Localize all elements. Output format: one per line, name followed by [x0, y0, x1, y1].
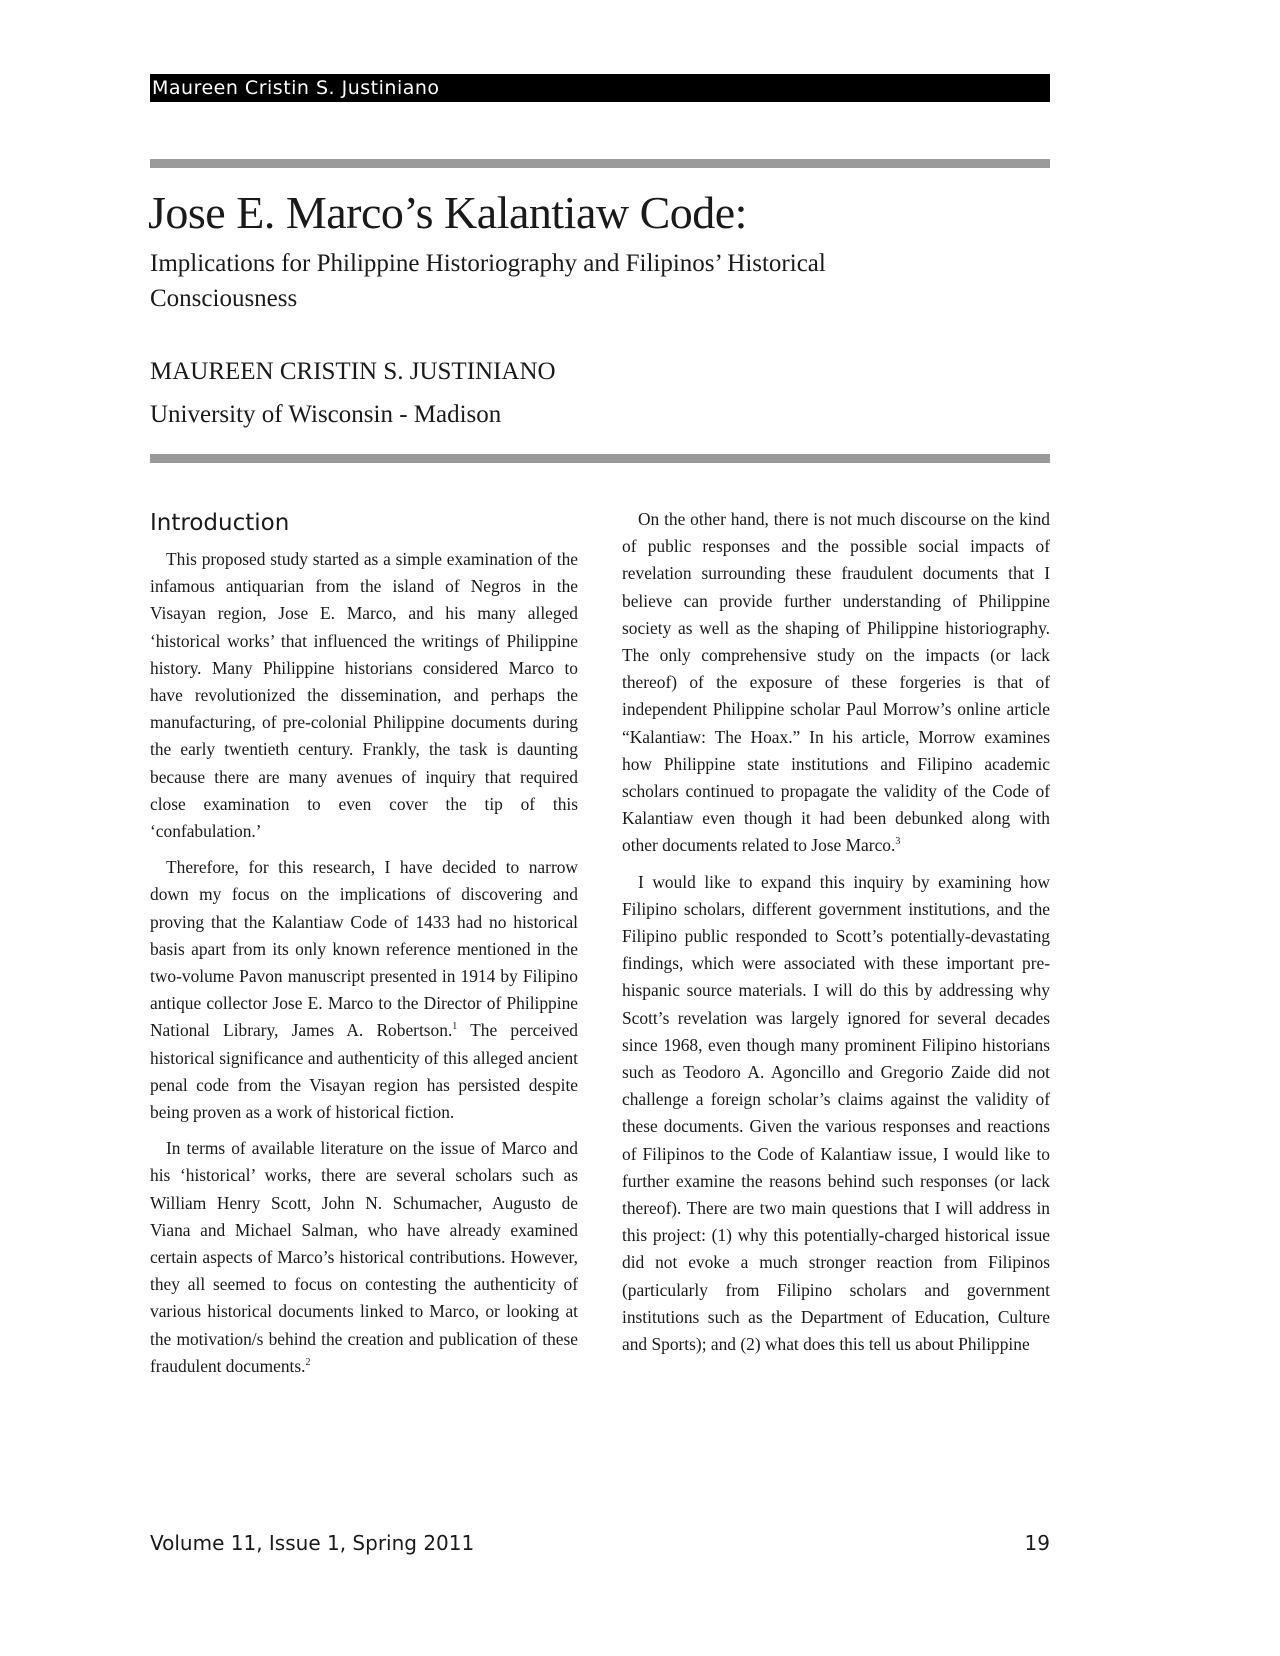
paragraph-text: Therefore, for this research, I have decided to narrow down my focus on the implications of discovering and proving that the Kalantiaw Code of 1433 had no historical basis apart from its only known reference mentioned in the two-volume Pavon manuscript presented in 1914 by Filipino antique collector Jose E. Marco to the Director of Philippine National Library, James A. Robertson. [150, 857, 578, 1041]
paragraph [150, 1135, 578, 1380]
running-head: Maureen Cristin S. Justiniano [150, 74, 1050, 102]
right-column [622, 506, 1050, 1367]
paragraph: This proposed study started as a simple examination of the infamous antiquarian from the island of Negros in the Visayan region, Jose E. Marco, and his many alleged ‘historical works’ that influenced the writings of Philippine history. Many Philippine historians considered Marco to have revolutionized the dissemination, and perhaps the manufacturing, of pre-colonial Philippine documents during the early twentieth century. Frankly, the task is daunting because there are many avenues of inquiry that required close examination to even cover the tip of this ‘confabulation.’ [150, 549, 578, 842]
footnote-marker: 1 [452, 1021, 458, 1033]
paragraph-text: The perceived historical significance and authenticity of this alleged ancient penal code from the Visayan region has persisted despite being proven as a work of historical fiction. [150, 1020, 578, 1123]
paragraph [150, 854, 578, 1126]
author-name: MAUREEN CRISTIN S. JUSTINIANO [150, 358, 556, 385]
left-column [150, 508, 578, 1389]
bottom-rule [150, 454, 1050, 463]
paragraph: I would like to expand this inquiry by examining how Filipino scholars, different government institutions, and the Filipino public responded to Scott’s potentially-devastating findings, which were associated with these important pre-hispanic source materials. I will do this by addressing why Scott’s revelation was largely ignored for several decades since 1968, even though many prominent Filipino historians such as Teodoro A. Agoncillo and Gregorio Zaide did not challenge a foreign scholar’s claims against the validity of these documents. Given the various responses and reactions of Filipinos to the Code of Kalantiaw issue, I would like to further examine the reasons behind such responses (or lack thereof). There are two main questions that I will address in this project: (1) why this potentially-charged historical issue did not evoke a much stronger reaction from Filipinos (particularly from Filipino scholars and government institutions such as the Department of Education, Culture and Sports); and (2) what does this tell us about Philippine [622, 871, 1050, 1355]
author-affiliation: University of Wisconsin - Madison [150, 401, 502, 428]
top-rule [150, 159, 1050, 168]
paragraph-text: In terms of available literature on the issue of Marco and his ‘historical’ works, there are several scholars such as William Henry Scott, John N. Schumacher, Augusto de Viana and Michael Salman, who have already examined certain aspects of Marco’s historical contributions. However, they all seemed to focus on contesting the authenticity of various historical documents linked to Marco, or looking at the motivation/s behind the creation and publication of these fraudulent documents. [150, 1138, 578, 1376]
paragraph [622, 506, 1050, 860]
article-subtitle: Implications for Philippine Historiography and Filipinos’ Historical Consciousness [150, 250, 826, 312]
section-heading-introduction: Introduction [150, 510, 290, 536]
footnote-marker: 2 [305, 1357, 311, 1369]
paragraph-text: On the other hand, there is not much discourse on the kind of public responses and the possible social impacts of revelation surrounding these fraudulent documents that I believe can provide further understanding of Philippine society as well as the shaping of Philippine historiography. The only comprehensive study on the impacts (or lack thereof) of the exposure of these forgeries is that of independent Philippine scholar Paul Morrow’s online article “Kalantiaw: The Hoax.” In his article, Morrow examines how Philippine state institutions and Filipino academic scholars continued to propagate the validity of the Code of Kalantiaw even though it had been debunked along with other documents related to Jose Marco. [622, 509, 1050, 856]
footnote-marker: 3 [895, 836, 901, 848]
footer-issue: Volume 11, Issue 1, Spring 2011 [150, 1531, 475, 1555]
article-title: Jose E. Marco’s Kalantiaw Code: [148, 187, 747, 238]
page-number: 19 [1024, 1531, 1050, 1555]
